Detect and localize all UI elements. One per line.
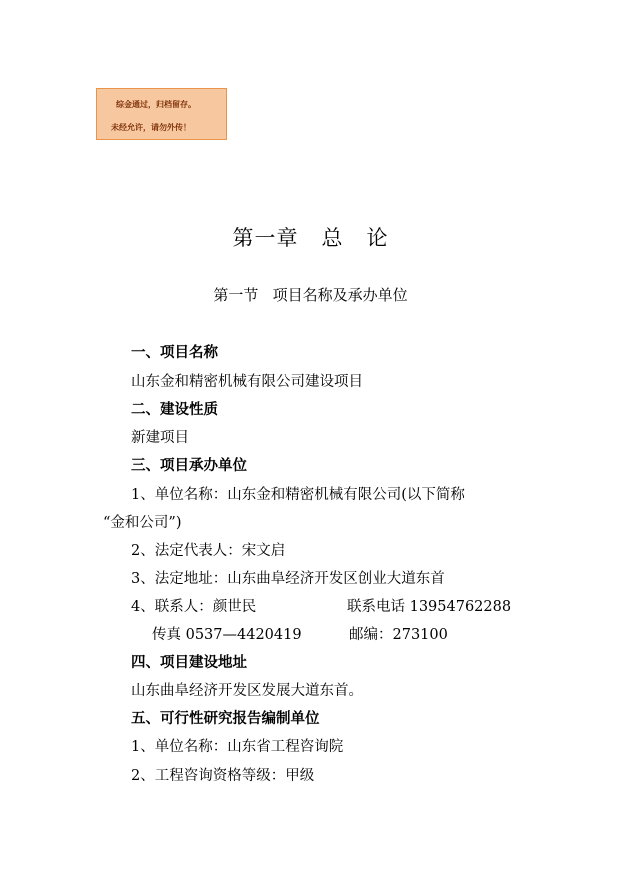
construction-type-text: 新建项目 bbox=[131, 430, 189, 446]
legal-address: 3、法定地址：山东曲阜经济开发区创业大道东首 bbox=[131, 571, 445, 587]
chapter-title: 第一章 总 论 bbox=[232, 226, 389, 250]
stamp-line-1: 综金通过，归档留存。 bbox=[116, 100, 196, 109]
unit-name-line-2: “金和公司”) bbox=[103, 515, 182, 531]
heading-report-unit: 五、可行性研究报告编制单位 bbox=[131, 711, 320, 727]
qualification-grade: 2、工程咨询资格等级：甲级 bbox=[131, 768, 315, 784]
section-title: 第一节 项目名称及承办单位 bbox=[213, 286, 408, 304]
project-name-text: 山东金和精密机械有限公司建设项目 bbox=[131, 374, 363, 390]
fax-number: 传真 0537—4420419 bbox=[152, 627, 302, 643]
heading-sponsor-unit: 三、项目承办单位 bbox=[131, 458, 247, 474]
heading-project-name: 一、项目名称 bbox=[131, 345, 218, 361]
report-unit-name: 1、单位名称：山东省工程咨询院 bbox=[131, 739, 344, 755]
unit-name-line-1: 1、单位名称：山东金和精密机械有限公司(以下简称 bbox=[131, 487, 465, 503]
contact-person: 4、联系人：颜世民 bbox=[131, 599, 257, 615]
postcode: 邮编：273100 bbox=[349, 627, 448, 643]
heading-site-address: 四、项目建设地址 bbox=[131, 655, 247, 671]
heading-construction-type: 二、建设性质 bbox=[131, 402, 218, 418]
confidential-stamp bbox=[96, 88, 227, 140]
legal-representative: 2、法定代表人：宋文启 bbox=[131, 543, 286, 559]
contact-phone: 联系电话 13954762288 bbox=[347, 599, 512, 615]
site-address-text: 山东曲阜经济开发区发展大道东首。 bbox=[131, 683, 363, 699]
stamp-line-2: 未经允许，请勿外传！ bbox=[111, 123, 191, 132]
